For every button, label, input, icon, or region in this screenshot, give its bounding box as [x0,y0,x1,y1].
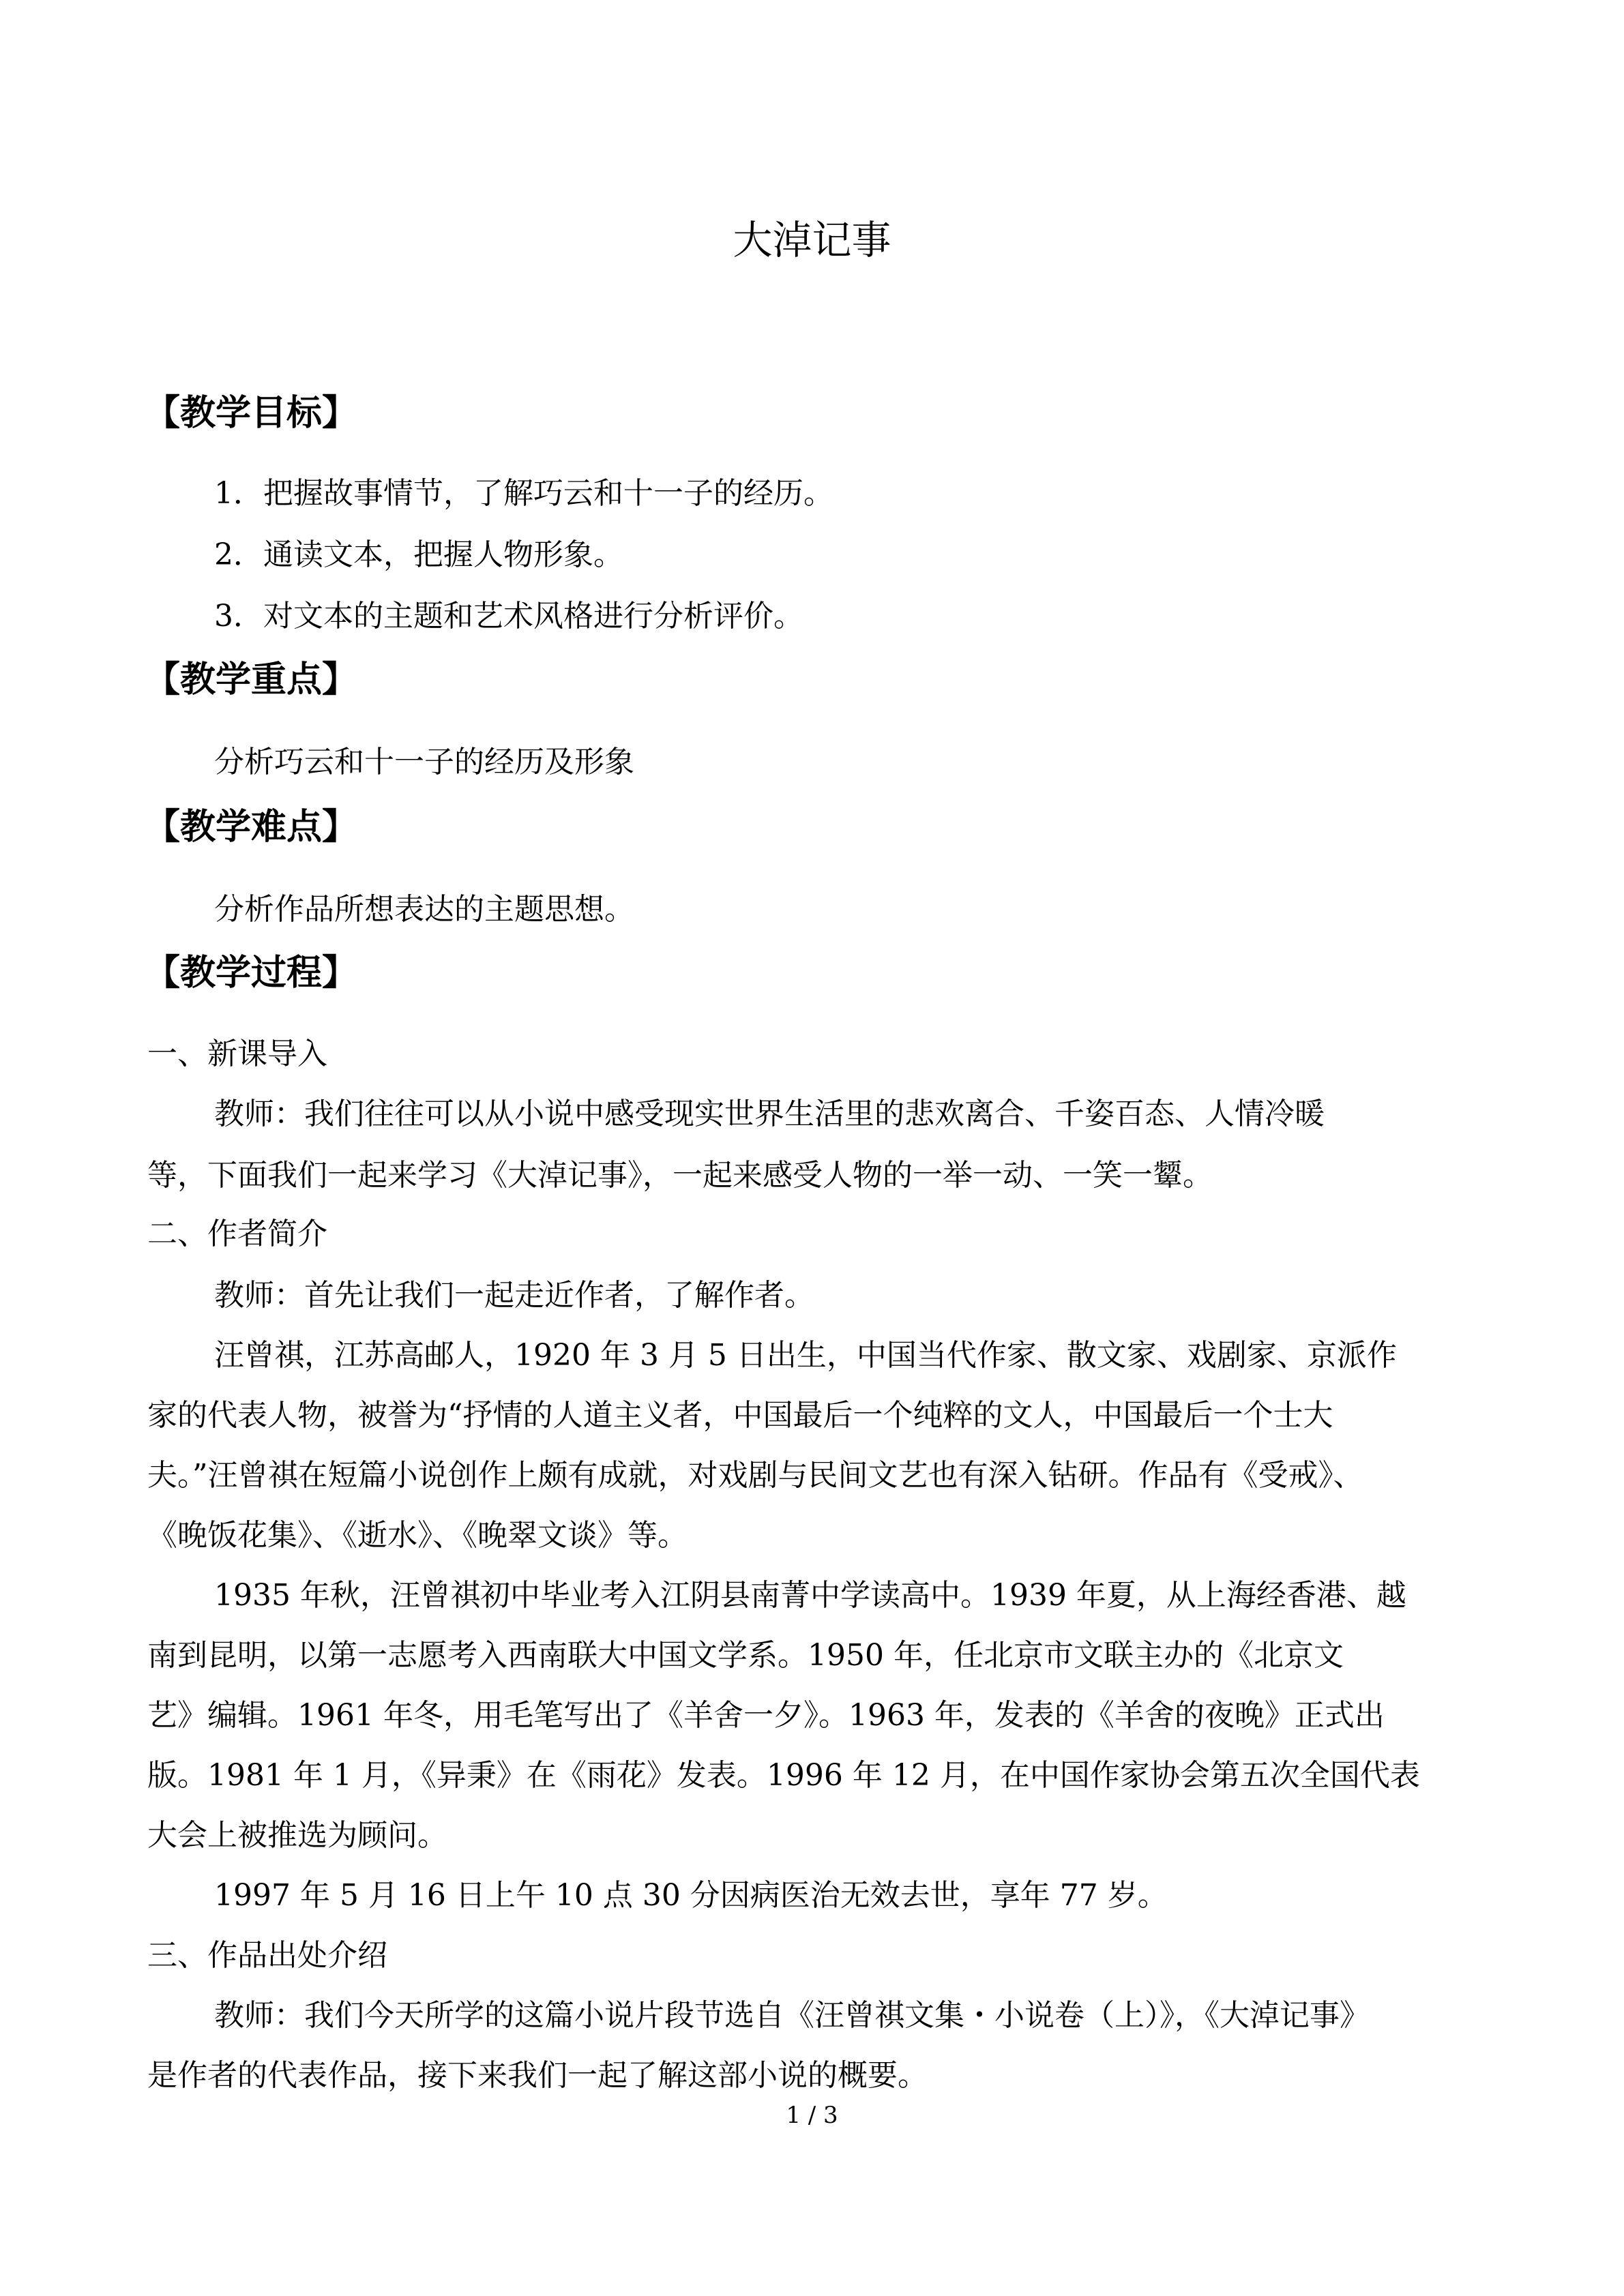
heading-objectives: 【教学目标】 [145,393,358,434]
career-line-5: 大会上被推选为顾问。 [147,1818,447,1853]
difficulties-text: 分析作品所想表达的主题思想。 [214,892,634,927]
heading-key-points: 【教学重点】 [145,659,358,700]
document-title: 大淖记事 [733,217,891,263]
bio-line-1: 汪曾祺，江苏高邮人，1920 年 3 月 5 日出生，中国当代作家、散文家、戏剧家、京派作 [214,1338,1397,1373]
career-line-4: 版。1981 年 1 月，《异秉》在《雨花》发表。1996 年 12 月，在中国作家协会第五次全国代表 [147,1758,1420,1793]
heading-difficulties: 【教学难点】 [145,807,358,848]
bio-line-2: 家的代表人物，被誉为“抒情的人道主义者，中国最后一个纯粹的文人，中国最后一个士大 [147,1398,1333,1433]
career-line-1: 1935 年秋，汪曾祺初中毕业考入江阴县南菁中学读高中。1939 年夏，从上海经香港、越 [214,1578,1406,1613]
part2-intro: 教师：首先让我们一起走近作者，了解作者。 [214,1278,814,1313]
objective-item-2: 2．通读文本，把握人物形象。 [214,537,623,572]
part2-label: 二、作者简介 [147,1217,327,1251]
part1-label: 一、新课导入 [147,1037,327,1071]
objective-item-1: 1．把握故事情节，了解巧云和十一子的经历。 [214,476,833,511]
part3-line-1: 教师：我们今天所学的这篇小说片段节选自《汪曾祺文集・小说卷（上）》，《大淖记事》 [214,1998,1370,2033]
bio-line-3: 夫。”汪曾祺在短篇小说创作上颇有成就，对戏剧与民间文艺也有深入钻研。作品有《受戒》、 [147,1458,1363,1493]
career-line-3: 艺》编辑。1961 年冬，用毛笔写出了《羊舍一夕》。1963 年，发表的《羊舍的夜晚》正式出 [147,1698,1385,1733]
bio-line-4: 《晚饭花集》、《逝水》、《晚翠文谈》等。 [147,1518,688,1553]
death-line: 1997 年 5 月 16 日上午 10 点 30 分因病医治无效去世，享年 77 岁。 [214,1878,1168,1913]
objective-item-3: 3．对文本的主题和艺术风格进行分析评价。 [214,599,803,633]
part1-line-2: 等，下面我们一起来学习《大淖记事》，一起来感受人物的一举一动、一笑一颦。 [147,1158,1213,1193]
part3-line-2: 是作者的代表作品，接下来我们一起了解这部小说的概要。 [147,2058,928,2093]
career-line-2: 南到昆明，以第一志愿考入西南联大中国文学系。1950 年，任北京市文联主办的《北京文 [147,1638,1344,1673]
part3-label: 三、作品出处介绍 [147,1938,387,1973]
part1-line-1: 教师：我们往往可以从小说中感受现实世界生活里的悲欢离合、千姿百态、人情冷暖 [214,1097,1325,1131]
heading-process: 【教学过程】 [145,953,358,994]
key-points-text: 分析巧云和十一子的经历及形象 [214,745,634,779]
page-number: 1 / 3 [786,2102,838,2129]
